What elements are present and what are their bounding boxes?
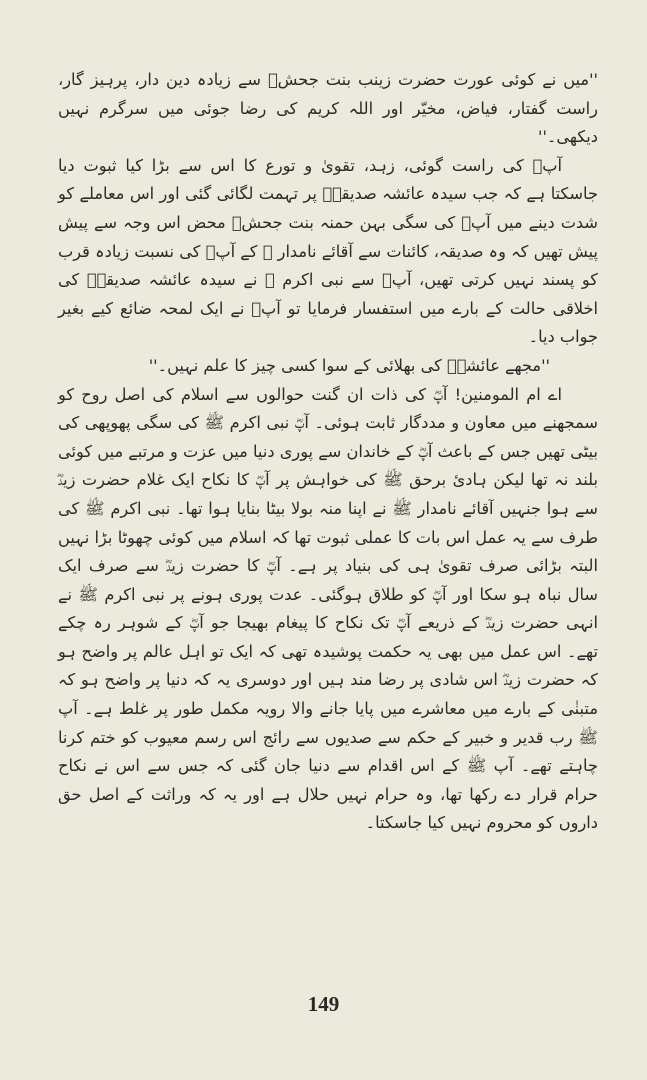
umm-ul-momineen-paragraph: اے ام المومنین! آپؓ کی ذات ان گنت حوالوں سے اسلام کی اصل روح کو سمجھنے میں معاون و مددگار ثابت ہوئی۔ آپؓ نبی اکرم ﷺ کی سگی پھوپھی کی بیٹی تھیں جس کے باعث آپؓ کے خاندان سے پوری دنیا میں عزت و مرتبے میں کوئی بلند نہ تھا لیکن ہادیٔ برحق ﷺ کی خواہش پر آپؓ کا نکاح ایک غلام حضرت زیدؓ سے ہوا جنہیں آقائے نامدار ﷺ نے اپنا منہ بولا بیٹا بنایا ہوا تھا۔ نبی اکرم ﷺ کی طرف سے یہ عمل اس بات کا عملی ثبوت تھا کہ اسلام میں کوئی چھوٹا بڑا نہیں البتہ بڑائی صرف تقویٰ ہی کی بنیاد پر ہے۔ آپؓ کا حضرت زیدؓ سے صرف ایک سال نباہ ہو سکا اور آپؓ کو طلاق ہوگئی۔ عدت پوری ہونے پر نبی اکرم ﷺ نے انہی حضرت زیدؓ کے ذریعے آپؓ تک نکاح کا پیغام بھیجا جو آپؓ کے شوہر رہ چکے تھے۔ اس عمل میں بھی یہ حکمت پوشیدہ تھی کہ ایک تو اہل عالم پر واضح ہو کہ حضرت زیدؓ اس شادی پر رضا مند ہیں اور دوسری یہ کہ دنیا پر واضح ہو کہ متبنٰی کے بارے میں معاشرے میں پایا جانے والا رویہ مکمل طور پر غلط ہے۔ آپ ﷺ رب قدیر و خبیر کے حکم سے صدیوں سے رائج اس رسم معیوب کو ختم کرنا چاہتے تھے۔ آپ ﷺ کے اس اقدام سے دنیا جان گئی کہ جس سے اس نے نکاح حرام قرار دے رکھا تھا، وہ حرام نہیں حلال ہے اور یہ کہ وراثت کے اصل حق داروں کو محروم نہیں کیا جاسکتا۔ [58,384,598,833]
truthfulness-paragraph: آپؓ کی راست گوئی، زہد، تقویٰ و تورع کا اس سے بڑا کیا ثبوت دیا جاسکتا ہے کہ جب سیدہ عائشہ صدیقہؓ پر تہمت لگائی گئی اور اس معاملے کو شدت دینے میں آپؓ کی سگی بہن حمنہ بنت جحشؓ محض اس وجہ سے پیش پیش تھیں کہ وہ صدیقہ، کائنات سے آقائے نامدار ﷺ کے آپؓ کی نسبت زیادہ قرب کو پسند نہیں کرتی تھیں، آپؓ سے نبی اکرم ﷺ نے سیدہ عائشہ صدیقہؓ کی اخلاقی حالت کے بارے میں استفسار فرمایا تو آپؓ نے ایک لمحہ ضائع کیے بغیر جواب دیا۔ [58,155,598,347]
page-number: 149 [307,992,340,1016]
opening-quote-paragraph: ''میں نے کوئی عورت حضرت زینب بنت جحشؓ سے زیادہ دین دار، پرہیز گار، راست گفتار، فیاض، مخیّر اور اللہ کریم کی رضا جوئی میں سرگرم نہیں دیکھی۔'' [58,70,598,147]
urdu-text-body [58,66,598,838]
aisha-quote-paragraph: ''مجھے عائشہؓ کی بھلائی کے سوا کسی چیز کا علم نہیں۔'' [148,355,550,375]
